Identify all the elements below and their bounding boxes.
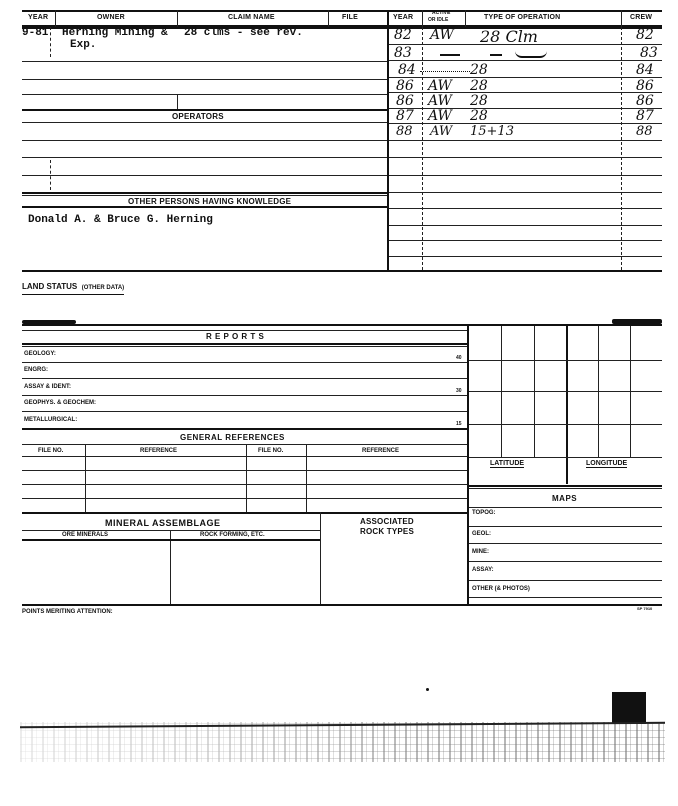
reports-geology: GEOLOGY: (24, 351, 56, 357)
reports-geophys: GEOPHYS. & GEOCHEM: (24, 400, 97, 406)
maps-topog: TOPOG: (472, 510, 496, 516)
log-row4-year: 86 (396, 78, 414, 94)
log-row5-status: AW (428, 93, 452, 109)
log-row1-operation: 28 Clm (480, 27, 538, 46)
log-row3-crew: 84 (636, 62, 654, 78)
registration-mark (612, 692, 646, 724)
log-row4-status: AW (428, 78, 452, 94)
log-row7-crew: 88 (636, 124, 653, 139)
maps-geol: GEOL: (472, 531, 491, 537)
header-year-2: YEAR (393, 14, 414, 21)
reports-engrg: ENGRG: (24, 367, 48, 373)
header-crew: CREW (630, 14, 653, 21)
log-row1-year: 82 (394, 27, 412, 43)
form-number: SP 7910 (637, 606, 653, 611)
reports-geology-num: 40 (456, 355, 462, 361)
header-type-of-operation: TYPE OF OPERATION (484, 14, 561, 21)
col-reference: REFERENCE (140, 448, 178, 454)
associated-label: ASSOCIATED (360, 517, 414, 526)
reports-metallurgical: METALLURGICAL: (24, 417, 78, 423)
rock-forming-label: ROCK FORMING, ETC. (200, 532, 265, 538)
maps-mine: MINE: (472, 549, 489, 555)
mineral-assemblage-title: MINERAL ASSEMBLAGE (105, 518, 221, 528)
reports-title: R E P O R T S (206, 332, 265, 341)
log-row6-year: 87 (396, 108, 414, 124)
log-row6-status: AW (428, 108, 452, 124)
maps-other: OTHER (& PHOTOS) (472, 586, 530, 592)
header-claim-name: CLAIM NAME (228, 14, 275, 21)
general-references-title: GENERAL REFERENCES (180, 433, 285, 442)
log-row2-status-dash (440, 54, 460, 56)
log-row7-year: 88 (396, 124, 413, 139)
maps-title: MAPS (552, 494, 578, 503)
latitude-label: LATITUDE (490, 460, 525, 467)
log-row2-crew: 83 (640, 45, 658, 61)
entry-year: 9-81 (22, 27, 49, 39)
log-row1-crew: 82 (636, 27, 654, 43)
maps-assay: ASSAY: (472, 567, 494, 573)
header-year: YEAR (28, 14, 49, 21)
entry-claim: 28 clms - see rev. (184, 27, 303, 39)
ore-minerals-label: ORE MINERALS (62, 532, 109, 538)
reports-metallurgical-num: 15 (456, 421, 462, 427)
log-row4-crew: 86 (636, 78, 654, 94)
log-row5-operation: 28 (470, 93, 488, 109)
land-status-sub: (OTHER DATA) (81, 285, 125, 291)
log-row1-status: AW (430, 27, 454, 43)
reports-assay-num: 30 (456, 388, 462, 394)
log-row5-crew: 86 (636, 93, 654, 109)
other-persons-label: OTHER PERSONS HAVING KNOWLEDGE (128, 197, 292, 206)
entry-owner-line2: Exp. (70, 39, 97, 51)
scan-speck (426, 688, 429, 691)
header-owner: OWNER (97, 14, 125, 21)
log-row2-squiggle (515, 51, 547, 58)
header-active: ACTIVE (432, 10, 451, 16)
reports-assay: ASSAY & IDENT: (24, 384, 72, 390)
header-or-idle: OR IDLE (428, 17, 449, 23)
log-row3-dots (420, 71, 470, 72)
rock-types-label: ROCK TYPES (360, 527, 415, 536)
log-row2-year: 83 (394, 45, 412, 61)
log-row7-status: AW (430, 124, 453, 139)
entry-owner-line1: Herning Mining & (62, 27, 168, 39)
col-file-no-2: FILE NO. (258, 448, 284, 454)
log-row3-year: 84 (398, 62, 416, 78)
points-meriting-attention: POINTS MERITING ATTENTION: (22, 609, 113, 615)
log-row7-operation: 15+13 (470, 124, 514, 139)
operators-label: OPERATORS (172, 112, 224, 121)
log-row6-crew: 87 (636, 108, 654, 124)
other-persons-names: Donald A. & Bruce G. Herning (28, 214, 213, 226)
log-row2-dash (490, 54, 502, 56)
log-row3-operation: 28 (470, 62, 488, 78)
log-row6-operation: 28 (470, 108, 488, 124)
header-file: FILE (342, 14, 358, 21)
scan-noise-band (20, 722, 665, 762)
col-reference-2: REFERENCE (362, 448, 400, 454)
col-file-no: FILE NO. (38, 448, 64, 454)
land-status-label: LAND STATUS (22, 282, 78, 291)
log-row5-year: 86 (396, 93, 414, 109)
log-row4-operation: 28 (470, 78, 488, 94)
longitude-label: LONGITUDE (586, 460, 628, 467)
